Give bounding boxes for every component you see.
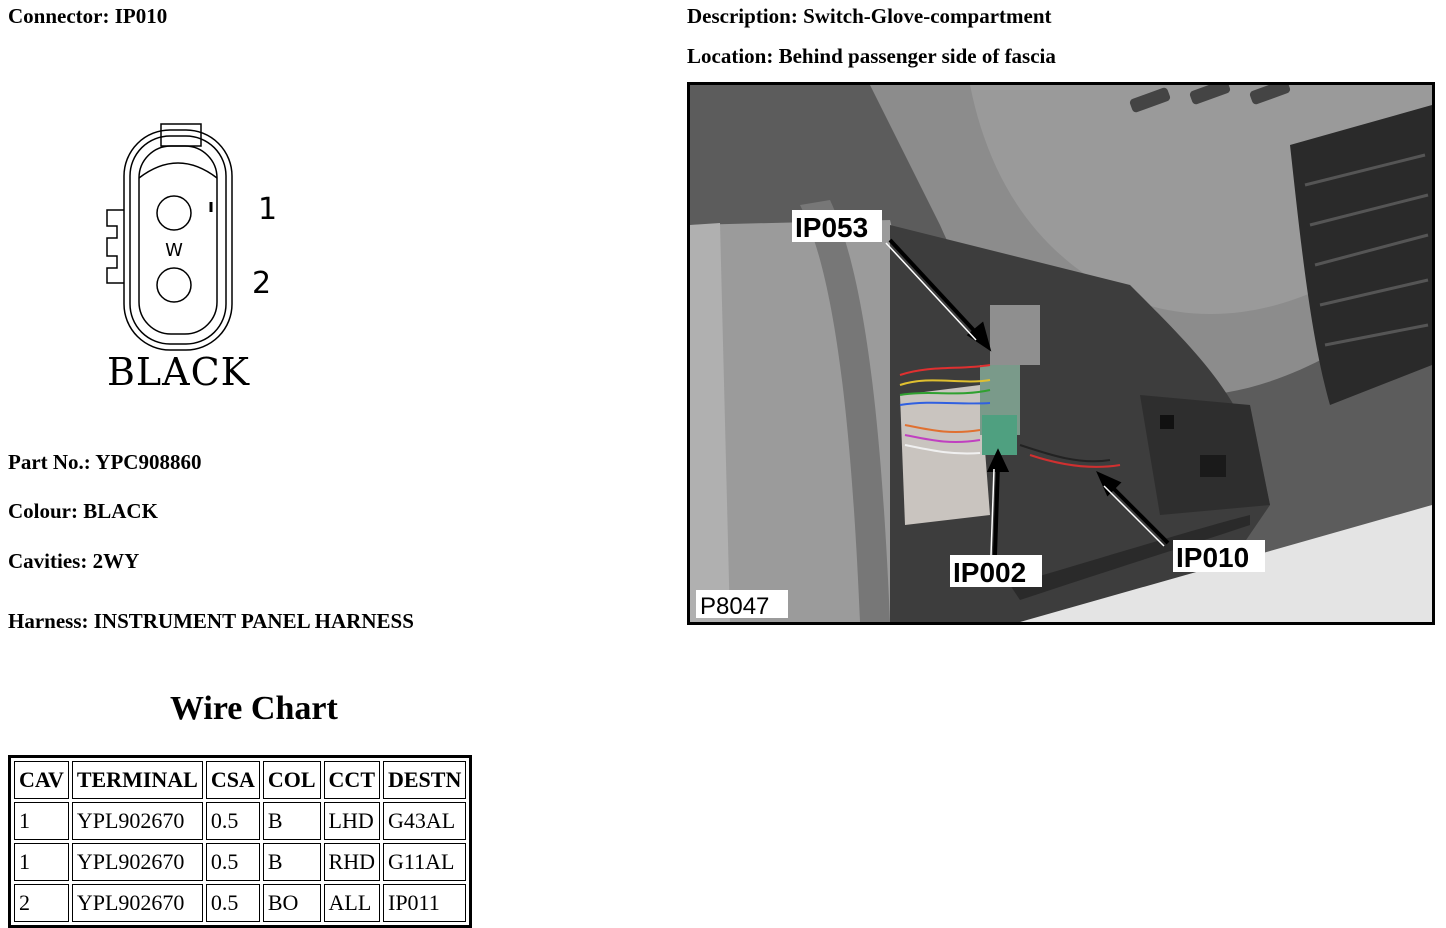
connector-line [8,4,167,29]
cell-col: BO [263,884,321,922]
harness-label: Harness: [8,609,89,633]
pin-number-2: 2 [252,266,272,301]
location-line [687,44,1056,69]
cell-destn: IP011 [383,884,466,922]
cell-cav: 1 [14,843,69,881]
colour-label: Colour: [8,499,78,523]
callout-ip002: IP002 [953,557,1027,588]
cell-destn: G43AL [383,802,466,840]
cell-terminal: YPL902670 [72,884,203,922]
cell-cct: LHD [324,802,380,840]
part-number-label: Part No.: [8,450,91,474]
cell-col: B [263,802,321,840]
cell-terminal: YPL902670 [72,802,203,840]
cell-cct: ALL [324,884,380,922]
cell-cav: 2 [14,884,69,922]
table-header-row [14,761,466,799]
location-label: Location: [687,44,774,68]
wire-chart-title: Wire Chart [170,690,338,727]
photo-illustration [690,85,1432,622]
photo-reference: P8047 [700,593,770,620]
description-value: Switch-Glove-compartment [803,4,1052,28]
cavities-value: 2WY [92,549,140,573]
cavities-label: Cavities: [8,549,88,573]
header-cav: CAV [14,761,69,799]
part-number-line [8,450,201,475]
harness-value: INSTRUMENT PANEL HARNESS [93,609,414,633]
cell-cct: RHD [324,843,380,881]
connector-label: Connector: [8,4,110,28]
part-number-value: YPC908860 [95,450,202,474]
header-col: COL [263,761,321,799]
colour-value: BLACK [83,499,158,523]
header-csa: CSA [206,761,260,799]
cell-csa: 0.5 [206,884,260,922]
connector-value: IP010 [114,4,168,28]
cell-csa: 0.5 [206,802,260,840]
cell-cav: 1 [14,802,69,840]
cavity-marker: W [165,240,183,261]
cavities-line [8,549,139,574]
description-label: Description: [687,4,798,28]
cell-csa: 0.5 [206,843,260,881]
table-row [14,843,466,881]
cell-destn: G11AL [383,843,466,881]
header-terminal: TERMINAL [72,761,203,799]
cell-col: B [263,843,321,881]
cell-terminal: YPL902670 [72,843,203,881]
location-photo [687,82,1435,625]
pin-number-1: 1 [258,192,278,227]
table-row [14,884,466,922]
wire-chart-table [8,755,472,928]
location-value: Behind passenger side of fascia [778,44,1056,68]
callout-ip010: IP010 [1176,542,1250,573]
header-destn: DESTN [383,761,466,799]
header-cct: CCT [324,761,380,799]
table-row [14,802,466,840]
colour-line [8,499,158,524]
harness-line [8,609,414,634]
callout-ip053: IP053 [795,212,869,243]
description-line [687,4,1052,29]
diagram-colour-label: BLACK [107,350,251,394]
